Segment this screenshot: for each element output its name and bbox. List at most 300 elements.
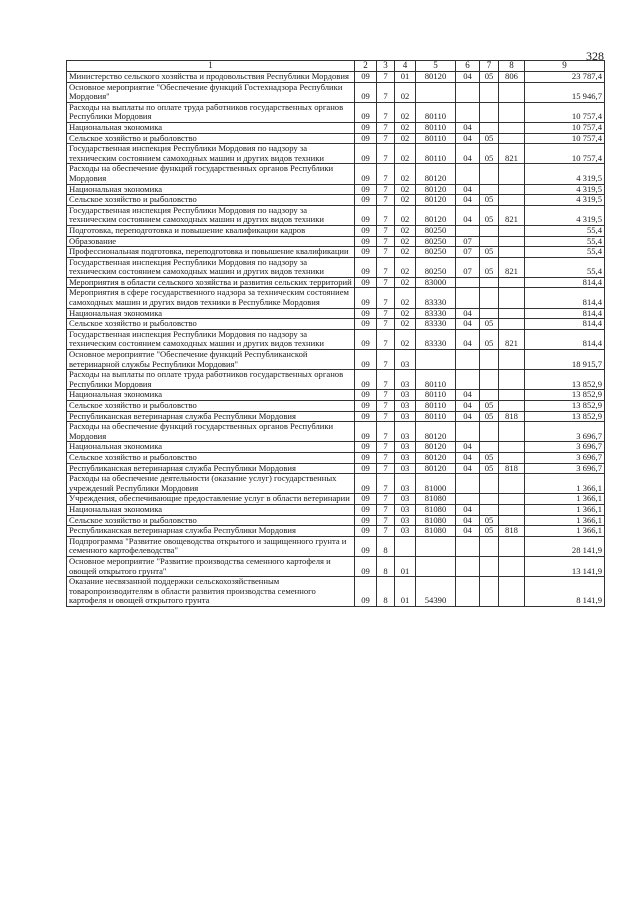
cell-code-6: 04 bbox=[456, 205, 480, 225]
cell-code-4: 01 bbox=[395, 72, 416, 83]
cell-code-3: 7 bbox=[377, 504, 395, 515]
cell-code-4: 02 bbox=[395, 257, 416, 277]
cell-code-2: 09 bbox=[355, 277, 377, 288]
table-row bbox=[67, 195, 605, 206]
table-row bbox=[67, 350, 605, 370]
column-header: 1 bbox=[67, 61, 355, 72]
cell-amount: 1 366,1 bbox=[525, 494, 605, 505]
cell-code-2: 09 bbox=[355, 329, 377, 349]
cell-code-7: 05 bbox=[480, 515, 499, 526]
cell-name: Расходы на обеспечение функций государственных органов Республики Мордовия bbox=[67, 422, 355, 442]
cell-code-4: 02 bbox=[395, 288, 416, 308]
cell-code-5: 80110 bbox=[416, 122, 456, 133]
cell-name: Сельское хозяйство и рыболовство bbox=[67, 319, 355, 330]
table-row bbox=[67, 288, 605, 308]
cell-code-4: 02 bbox=[395, 329, 416, 349]
cell-code-5: 80250 bbox=[416, 236, 456, 247]
cell-code-2: 09 bbox=[355, 452, 377, 463]
cell-code-7 bbox=[480, 370, 499, 390]
cell-code-7 bbox=[480, 536, 499, 556]
cell-code-5: 80110 bbox=[416, 102, 456, 122]
cell-code-3: 8 bbox=[377, 536, 395, 556]
cell-code-2: 09 bbox=[355, 308, 377, 319]
cell-code-8 bbox=[499, 401, 525, 412]
table-row bbox=[67, 82, 605, 102]
cell-code-2: 09 bbox=[355, 411, 377, 422]
cell-code-4: 03 bbox=[395, 350, 416, 370]
cell-code-8 bbox=[499, 515, 525, 526]
table-row bbox=[67, 329, 605, 349]
cell-name: Расходы на выплаты по оплате труда работников государственных органов Республики Мордовия bbox=[67, 370, 355, 390]
cell-code-7: 05 bbox=[480, 319, 499, 330]
cell-name: Оказание несвязанной поддержки сельскохозяйственным товаропроизводителям в области развития производства семенного картофеля и овощей открытого грунта bbox=[67, 577, 355, 607]
cell-name: Учреждения, обеспечивающие предоставление услуг в области ветеринарии bbox=[67, 494, 355, 505]
cell-code-6: 04 bbox=[456, 390, 480, 401]
table-row bbox=[67, 72, 605, 83]
cell-code-4: 03 bbox=[395, 494, 416, 505]
cell-code-2: 09 bbox=[355, 401, 377, 412]
cell-code-3: 7 bbox=[377, 350, 395, 370]
table-row bbox=[67, 164, 605, 184]
cell-amount: 13 852,9 bbox=[525, 370, 605, 390]
cell-name: Сельское хозяйство и рыболовство bbox=[67, 195, 355, 206]
table-row bbox=[67, 225, 605, 236]
cell-amount: 13 141,9 bbox=[525, 556, 605, 576]
cell-name: Государственная инспекция Республики Мордовия по надзору за техническим состоянием самоходных машин и других видов техники bbox=[67, 205, 355, 225]
cell-code-6: 04 bbox=[456, 122, 480, 133]
table-row bbox=[67, 144, 605, 164]
table-row bbox=[67, 102, 605, 122]
cell-code-7 bbox=[480, 102, 499, 122]
table-row bbox=[67, 411, 605, 422]
cell-code-6: 04 bbox=[456, 144, 480, 164]
column-header: 7 bbox=[480, 61, 499, 72]
cell-code-2: 09 bbox=[355, 164, 377, 184]
cell-code-2: 09 bbox=[355, 390, 377, 401]
cell-code-3: 7 bbox=[377, 526, 395, 537]
cell-code-8 bbox=[499, 288, 525, 308]
cell-code-2: 09 bbox=[355, 133, 377, 144]
cell-code-7: 05 bbox=[480, 72, 499, 83]
cell-code-4: 02 bbox=[395, 205, 416, 225]
cell-code-7: 05 bbox=[480, 401, 499, 412]
cell-name: Образование bbox=[67, 236, 355, 247]
cell-amount: 55,4 bbox=[525, 247, 605, 258]
cell-code-7 bbox=[480, 82, 499, 102]
table-row bbox=[67, 463, 605, 474]
cell-code-4: 03 bbox=[395, 411, 416, 422]
cell-code-6: 04 bbox=[456, 195, 480, 206]
cell-amount: 1 366,1 bbox=[525, 526, 605, 537]
cell-amount: 4 319,5 bbox=[525, 164, 605, 184]
cell-code-6: 04 bbox=[456, 133, 480, 144]
cell-code-6: 04 bbox=[456, 411, 480, 422]
table-row bbox=[67, 257, 605, 277]
cell-code-5: 80120 bbox=[416, 422, 456, 442]
cell-name: Основное мероприятие "Обеспечение функций Республиканской ветеринарной службы Республики Мордовия" bbox=[67, 350, 355, 370]
cell-code-2: 09 bbox=[355, 247, 377, 258]
cell-code-5: 83330 bbox=[416, 288, 456, 308]
cell-code-7 bbox=[480, 122, 499, 133]
cell-code-7: 05 bbox=[480, 329, 499, 349]
table-body bbox=[67, 72, 605, 607]
cell-amount: 10 757,4 bbox=[525, 102, 605, 122]
cell-code-6: 04 bbox=[456, 515, 480, 526]
cell-code-2: 09 bbox=[355, 536, 377, 556]
column-header: 8 bbox=[499, 61, 525, 72]
cell-code-3: 7 bbox=[377, 225, 395, 236]
cell-code-5: 80120 bbox=[416, 72, 456, 83]
cell-code-2: 09 bbox=[355, 515, 377, 526]
cell-code-2: 09 bbox=[355, 463, 377, 474]
table-row bbox=[67, 133, 605, 144]
cell-amount: 8 141,9 bbox=[525, 577, 605, 607]
cell-code-4: 03 bbox=[395, 504, 416, 515]
table-header-row bbox=[67, 61, 605, 72]
table-row bbox=[67, 247, 605, 258]
cell-name: Национальная экономика bbox=[67, 390, 355, 401]
cell-name: Расходы на обеспечение деятельности (оказание услуг) государственных учреждений Республики Мордовия bbox=[67, 474, 355, 494]
page-number: 328 bbox=[586, 49, 604, 63]
cell-name: Республиканская ветеринарная служба Республики Мордовия bbox=[67, 411, 355, 422]
table-row bbox=[67, 401, 605, 412]
cell-code-3: 7 bbox=[377, 422, 395, 442]
cell-code-6: 04 bbox=[456, 319, 480, 330]
cell-code-3: 7 bbox=[377, 257, 395, 277]
cell-code-4: 01 bbox=[395, 577, 416, 607]
cell-code-6: 04 bbox=[456, 72, 480, 83]
cell-amount: 3 696,7 bbox=[525, 452, 605, 463]
cell-name: Сельское хозяйство и рыболовство bbox=[67, 452, 355, 463]
cell-code-8: 821 bbox=[499, 257, 525, 277]
cell-code-6: 04 bbox=[456, 452, 480, 463]
cell-amount: 4 319,5 bbox=[525, 205, 605, 225]
cell-code-5: 80120 bbox=[416, 452, 456, 463]
cell-code-3: 7 bbox=[377, 144, 395, 164]
cell-code-3: 7 bbox=[377, 195, 395, 206]
cell-code-5: 80120 bbox=[416, 442, 456, 453]
cell-code-6 bbox=[456, 225, 480, 236]
cell-code-3: 7 bbox=[377, 463, 395, 474]
cell-code-4: 02 bbox=[395, 225, 416, 236]
cell-code-3: 7 bbox=[377, 411, 395, 422]
cell-code-7: 05 bbox=[480, 195, 499, 206]
cell-code-4: 01 bbox=[395, 556, 416, 576]
cell-code-6: 07 bbox=[456, 257, 480, 277]
table-row bbox=[67, 390, 605, 401]
cell-code-2: 09 bbox=[355, 556, 377, 576]
cell-code-7 bbox=[480, 556, 499, 576]
cell-code-5: 80120 bbox=[416, 164, 456, 184]
cell-code-8: 818 bbox=[499, 463, 525, 474]
cell-code-8 bbox=[499, 236, 525, 247]
cell-amount: 10 757,4 bbox=[525, 144, 605, 164]
cell-code-2: 09 bbox=[355, 577, 377, 607]
cell-code-5: 80110 bbox=[416, 411, 456, 422]
cell-code-8: 821 bbox=[499, 329, 525, 349]
cell-amount: 814,4 bbox=[525, 288, 605, 308]
cell-code-3: 7 bbox=[377, 401, 395, 412]
cell-code-2: 09 bbox=[355, 319, 377, 330]
table-row bbox=[67, 536, 605, 556]
cell-amount: 3 696,7 bbox=[525, 442, 605, 453]
cell-code-6: 04 bbox=[456, 504, 480, 515]
cell-code-8: 806 bbox=[499, 72, 525, 83]
cell-name: Республиканская ветеринарная служба Республики Мордовия bbox=[67, 463, 355, 474]
cell-name: Национальная экономика bbox=[67, 442, 355, 453]
cell-code-8 bbox=[499, 122, 525, 133]
cell-code-2: 09 bbox=[355, 504, 377, 515]
cell-amount: 814,4 bbox=[525, 308, 605, 319]
cell-name: Основное мероприятие "Обеспечение функций Гостехнадзора Республики Мордовия" bbox=[67, 82, 355, 102]
cell-amount: 1 366,1 bbox=[525, 474, 605, 494]
cell-code-2: 09 bbox=[355, 205, 377, 225]
cell-code-4: 02 bbox=[395, 122, 416, 133]
cell-code-3: 7 bbox=[377, 319, 395, 330]
cell-code-5: 80250 bbox=[416, 257, 456, 277]
cell-code-3: 7 bbox=[377, 494, 395, 505]
cell-code-4: 02 bbox=[395, 102, 416, 122]
cell-code-3: 7 bbox=[377, 133, 395, 144]
cell-code-4: 02 bbox=[395, 277, 416, 288]
cell-code-4: 03 bbox=[395, 422, 416, 442]
cell-code-7 bbox=[480, 236, 499, 247]
cell-code-8 bbox=[499, 247, 525, 258]
cell-code-6: 04 bbox=[456, 184, 480, 195]
cell-code-3: 8 bbox=[377, 577, 395, 607]
table-row bbox=[67, 474, 605, 494]
cell-name: Государственная инспекция Республики Мордовия по надзору за техническим состоянием самоходных машин и других видов техники bbox=[67, 144, 355, 164]
cell-code-4: 02 bbox=[395, 247, 416, 258]
cell-name: Расходы на выплаты по оплате труда работников государственных органов Республики Мордовия bbox=[67, 102, 355, 122]
cell-code-3: 7 bbox=[377, 184, 395, 195]
cell-amount: 814,4 bbox=[525, 329, 605, 349]
cell-code-6 bbox=[456, 494, 480, 505]
table-row bbox=[67, 308, 605, 319]
cell-code-8 bbox=[499, 277, 525, 288]
cell-code-2: 09 bbox=[355, 257, 377, 277]
cell-code-2: 09 bbox=[355, 102, 377, 122]
cell-code-5: 80110 bbox=[416, 370, 456, 390]
cell-name: Государственная инспекция Республики Мордовия по надзору за техническим состоянием самоходных машин и других видов техники bbox=[67, 329, 355, 349]
table-row bbox=[67, 370, 605, 390]
cell-code-3: 7 bbox=[377, 452, 395, 463]
column-header: 6 bbox=[456, 61, 480, 72]
cell-code-4: 02 bbox=[395, 308, 416, 319]
table-row bbox=[67, 184, 605, 195]
cell-code-2: 09 bbox=[355, 72, 377, 83]
cell-code-2: 09 bbox=[355, 122, 377, 133]
cell-code-4 bbox=[395, 536, 416, 556]
cell-code-5: 80110 bbox=[416, 133, 456, 144]
cell-code-7 bbox=[480, 474, 499, 494]
table-row bbox=[67, 504, 605, 515]
cell-code-7: 05 bbox=[480, 144, 499, 164]
cell-code-7: 05 bbox=[480, 463, 499, 474]
cell-code-8 bbox=[499, 195, 525, 206]
cell-code-7 bbox=[480, 277, 499, 288]
cell-name: Республиканская ветеринарная служба Республики Мордовия bbox=[67, 526, 355, 537]
cell-code-3: 7 bbox=[377, 205, 395, 225]
cell-name: Сельское хозяйство и рыболовство bbox=[67, 401, 355, 412]
cell-code-7: 05 bbox=[480, 526, 499, 537]
cell-code-5: 80120 bbox=[416, 205, 456, 225]
table-row bbox=[67, 236, 605, 247]
cell-code-3: 7 bbox=[377, 308, 395, 319]
cell-code-3: 7 bbox=[377, 329, 395, 349]
cell-code-5: 81080 bbox=[416, 494, 456, 505]
cell-code-8 bbox=[499, 442, 525, 453]
cell-code-2: 09 bbox=[355, 370, 377, 390]
cell-code-6 bbox=[456, 577, 480, 607]
cell-code-3: 7 bbox=[377, 515, 395, 526]
cell-code-7: 05 bbox=[480, 452, 499, 463]
cell-code-4: 02 bbox=[395, 82, 416, 102]
cell-code-3: 8 bbox=[377, 556, 395, 576]
column-header: 9 bbox=[525, 61, 605, 72]
cell-name: Национальная экономика bbox=[67, 308, 355, 319]
cell-code-3: 7 bbox=[377, 164, 395, 184]
cell-code-5: 83330 bbox=[416, 319, 456, 330]
cell-code-7: 05 bbox=[480, 247, 499, 258]
cell-code-5 bbox=[416, 82, 456, 102]
cell-code-3: 7 bbox=[377, 474, 395, 494]
cell-code-4: 02 bbox=[395, 144, 416, 164]
cell-code-6 bbox=[456, 277, 480, 288]
cell-code-2: 09 bbox=[355, 236, 377, 247]
cell-code-6: 04 bbox=[456, 442, 480, 453]
cell-code-6 bbox=[456, 536, 480, 556]
cell-code-5: 81000 bbox=[416, 474, 456, 494]
cell-code-8 bbox=[499, 494, 525, 505]
cell-code-3: 7 bbox=[377, 247, 395, 258]
cell-code-2: 09 bbox=[355, 526, 377, 537]
cell-name: Подготовка, переподготовка и повышение квалификации кадров bbox=[67, 225, 355, 236]
cell-code-8 bbox=[499, 577, 525, 607]
cell-code-6 bbox=[456, 164, 480, 184]
cell-amount: 3 696,7 bbox=[525, 422, 605, 442]
cell-code-4: 02 bbox=[395, 164, 416, 184]
cell-code-3: 7 bbox=[377, 102, 395, 122]
cell-code-5: 80110 bbox=[416, 390, 456, 401]
cell-code-4: 03 bbox=[395, 526, 416, 537]
cell-code-2: 09 bbox=[355, 225, 377, 236]
cell-code-5: 81080 bbox=[416, 526, 456, 537]
cell-code-6 bbox=[456, 350, 480, 370]
cell-code-8 bbox=[499, 184, 525, 195]
cell-code-5: 80110 bbox=[416, 144, 456, 164]
cell-code-6: 04 bbox=[456, 401, 480, 412]
cell-code-5 bbox=[416, 536, 456, 556]
cell-code-7: 05 bbox=[480, 133, 499, 144]
cell-code-5: 81080 bbox=[416, 504, 456, 515]
cell-code-2: 09 bbox=[355, 442, 377, 453]
table-row bbox=[67, 556, 605, 576]
cell-code-5: 83000 bbox=[416, 277, 456, 288]
cell-code-2: 09 bbox=[355, 82, 377, 102]
cell-code-7 bbox=[480, 164, 499, 184]
cell-code-6: 07 bbox=[456, 247, 480, 258]
cell-code-7 bbox=[480, 225, 499, 236]
cell-code-4: 02 bbox=[395, 195, 416, 206]
cell-code-2: 09 bbox=[355, 494, 377, 505]
cell-name: Мероприятия в области сельского хозяйства и развития сельских территорий bbox=[67, 277, 355, 288]
cell-code-2: 09 bbox=[355, 144, 377, 164]
cell-code-3: 7 bbox=[377, 72, 395, 83]
column-header: 2 bbox=[355, 61, 377, 72]
cell-code-4: 02 bbox=[395, 184, 416, 195]
cell-code-6 bbox=[456, 102, 480, 122]
column-header: 3 bbox=[377, 61, 395, 72]
table-row bbox=[67, 277, 605, 288]
cell-code-5: 80110 bbox=[416, 401, 456, 412]
cell-code-3: 7 bbox=[377, 236, 395, 247]
cell-code-8: 821 bbox=[499, 205, 525, 225]
cell-code-7 bbox=[480, 504, 499, 515]
table-row bbox=[67, 452, 605, 463]
table-row bbox=[67, 515, 605, 526]
cell-code-2: 09 bbox=[355, 195, 377, 206]
cell-amount: 28 141,9 bbox=[525, 536, 605, 556]
cell-amount: 1 366,1 bbox=[525, 504, 605, 515]
cell-name: Национальная экономика bbox=[67, 184, 355, 195]
cell-code-6: 07 bbox=[456, 236, 480, 247]
cell-amount: 55,4 bbox=[525, 236, 605, 247]
cell-code-6 bbox=[456, 370, 480, 390]
table-row bbox=[67, 319, 605, 330]
cell-amount: 4 319,5 bbox=[525, 184, 605, 195]
cell-code-4: 03 bbox=[395, 474, 416, 494]
cell-name: Национальная экономика bbox=[67, 122, 355, 133]
cell-code-5 bbox=[416, 556, 456, 576]
cell-name: Подпрограмма "Развитие овощеводства открытого и защищенного грунта и семенного картофелеводства" bbox=[67, 536, 355, 556]
cell-amount: 15 946,7 bbox=[525, 82, 605, 102]
cell-code-8 bbox=[499, 422, 525, 442]
cell-code-5: 80250 bbox=[416, 247, 456, 258]
cell-code-7 bbox=[480, 288, 499, 308]
cell-name: Министерство сельского хозяйства и продовольствия Республики Мордовия bbox=[67, 72, 355, 83]
cell-code-6 bbox=[456, 474, 480, 494]
cell-code-6 bbox=[456, 82, 480, 102]
cell-code-7 bbox=[480, 350, 499, 370]
cell-code-8 bbox=[499, 164, 525, 184]
cell-code-4: 03 bbox=[395, 390, 416, 401]
cell-code-6: 04 bbox=[456, 463, 480, 474]
cell-code-2: 09 bbox=[355, 422, 377, 442]
cell-name: Профессиональная подготовка, переподготовка и повышение квалификации bbox=[67, 247, 355, 258]
cell-code-8: 818 bbox=[499, 411, 525, 422]
cell-code-7: 05 bbox=[480, 411, 499, 422]
cell-code-5: 80120 bbox=[416, 195, 456, 206]
cell-code-8 bbox=[499, 452, 525, 463]
table-row bbox=[67, 122, 605, 133]
cell-code-6: 04 bbox=[456, 329, 480, 349]
cell-code-3: 7 bbox=[377, 277, 395, 288]
cell-code-5: 81080 bbox=[416, 515, 456, 526]
cell-code-4: 02 bbox=[395, 133, 416, 144]
cell-code-8 bbox=[499, 474, 525, 494]
cell-code-8 bbox=[499, 370, 525, 390]
cell-code-5: 80120 bbox=[416, 184, 456, 195]
cell-code-5: 54390 bbox=[416, 577, 456, 607]
column-header: 4 bbox=[395, 61, 416, 72]
cell-code-3: 7 bbox=[377, 370, 395, 390]
column-header: 5 bbox=[416, 61, 456, 72]
cell-code-5: 80120 bbox=[416, 463, 456, 474]
cell-code-5: 83330 bbox=[416, 308, 456, 319]
cell-code-8 bbox=[499, 308, 525, 319]
cell-code-7 bbox=[480, 422, 499, 442]
